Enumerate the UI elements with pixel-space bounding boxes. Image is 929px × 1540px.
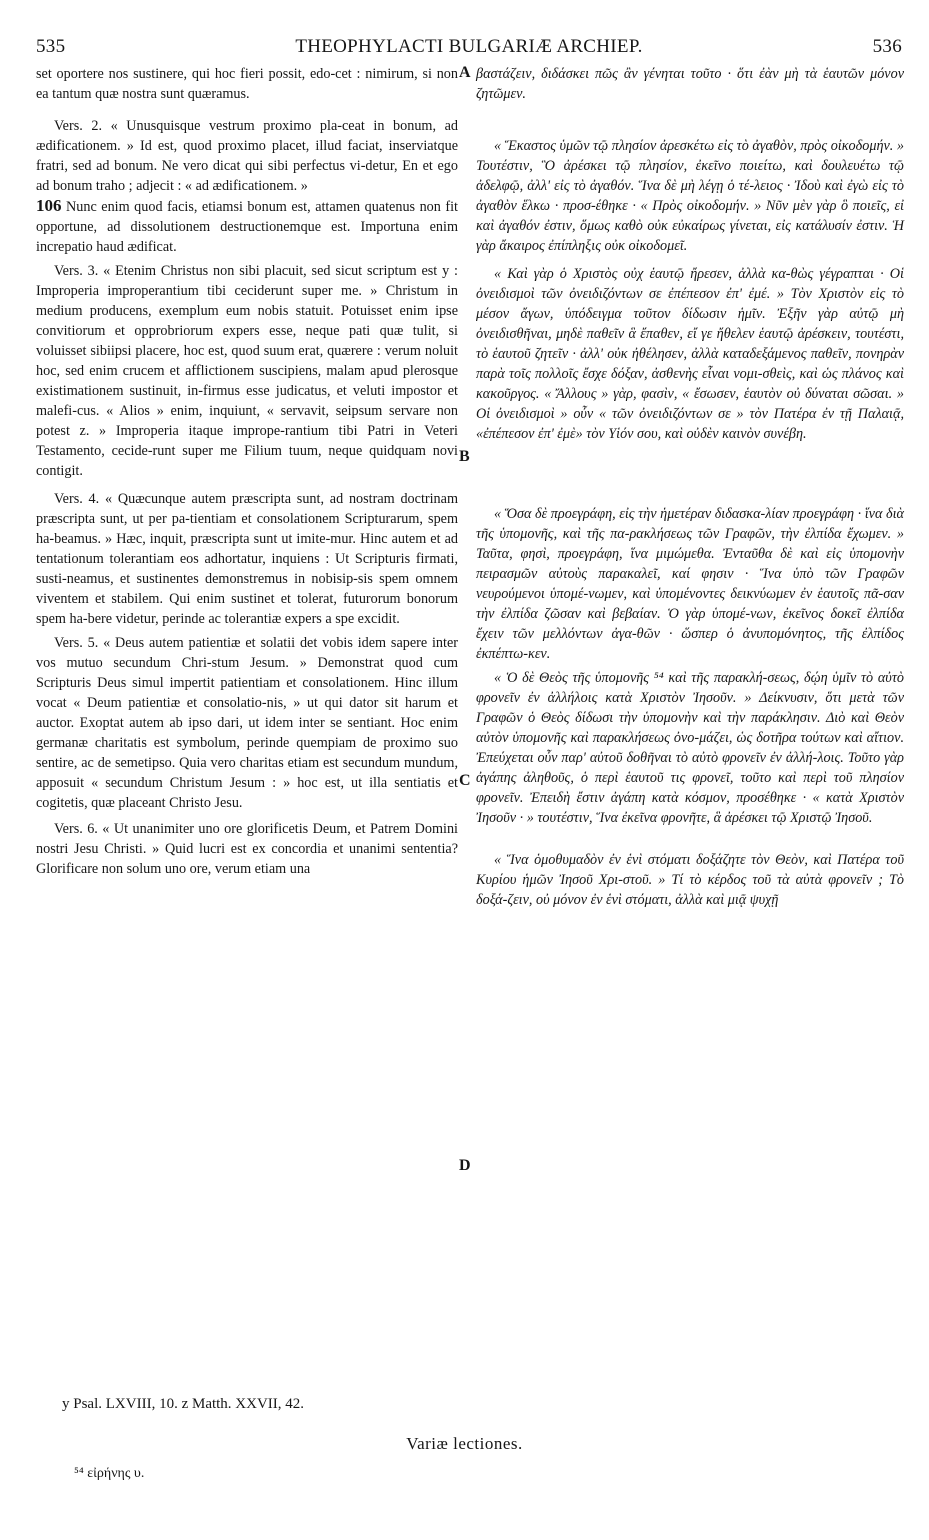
greek-paragraph-4: « Ὁ δὲ Θεὸς τῆς ὑπομονῆς ⁵⁴ καὶ τῆς παρακλή-σεως, δῴη ὑμῖν τὸ αὐτὸ φρονεῖν ἐν ἀλλήλοις κατὰ Χριστὸν Ἰησοῦν. » Δείκνυσιν, ὅτι μετὰ τῶν Γραφῶν ὁ Θεὸς δίδωσι τὴν ὑπομονὴν καὶ τὴν παράκλησιν. Διὸ καὶ Θεὸν αὐτὸν ὑπομονῆς καὶ παρακλήσεως ὀνο-μάζει, ὡς δοτῆρα τούτων καὶ αἴτιον. Ἐπεύχεται οὖν παρ' αὐτοῦ δοθῆναι τὸ αὐτὸ φρονεῖν ἐν ἀλλή-λοις. Τοῦτο γὰρ ἀγάπης ἀληθοῦς, ὁ περὶ ἑαυτοῦ τις φρονεῖ, τοῦτο καὶ περὶ τοῦ πλησίον φρονεῖν. Ἐπειδὴ ἔστιν ἀγάπη κατὰ κόσμον, προσέθηκε · « κατὰ Χριστὸν Ἰησοῦν · » τουτέστιν, Ἵνα ἐκεῖνα φρονῆτε, ἃ ἀρέσκει τῷ Χριστῷ Ἰησοῦ. [476, 670, 904, 826]
running-header [36, 36, 902, 60]
margin-mark-b: B [459, 448, 470, 465]
greek-paragraph-3: « Ὅσα δὲ προεγράφη, εἰς τὴν ἡμετέραν διδασκα-λίαν προεγράφη · ἵνα διὰ τῆς ὑπομονῆς, καὶ τῆς πα-ρακλήσεως τῶν Γραφῶν, τὴν ἐλπίδα ἔχωμεν. » Ταῦτα, φησὶ, προεγράφη, ἵνα μιμώμεθα. Ἐνταῦθα δὲ καὶ εἰς ὑπομονὴν πειρασμῶν αὐτοὺς παρακαλεῖ, καί φησιν · Ἵνα ὑπὸ τῶν Γραφῶν νευρούμενοι ὑπομέ-νωμεν, καὶ ὑπομένοντες δεικνύωμεν ἐν ἑαυτοῖς πᾶ-σαν τὴν ἐλπίδα ζῶσαν καὶ βεβαίαν. Ὁ γὰρ ὑπομέ-νων, ἐκεῖνος δοκεῖ ἐλπίδα ἔχειν τῶν μελλόντων ἀγα-θῶν · ὥσπερ ὁ ἀνυπομόνητος, τῆς ἐλπίδος ἐκπέπτω-κεν. [476, 506, 904, 662]
greek-paragraph-5: « Ἵνα ὁμοθυμαδὸν ἐν ἑνὶ στόματι δοξάζητε τὸν Θεὸν, καὶ Πατέρα τοῦ Κυρίου ἡμῶν Ἰησοῦ Χρι-στοῦ. » Τί τὸ κέρδος τοῦ τὰ αὐτὰ φρονεῖν ; Τὸ δοξά-ζειν, οὐ μόνον ἐν ἑνὶ στόματι, ἀλλὰ καὶ μιᾷ ψυχῇ [476, 852, 904, 908]
latin-paragraph-1: Vers. 2. « Unusquisque vestrum proximo pla-ceat in bonum, ad ædificationem. » Id est, quod proximo placet, illud faciat, inserviatque fratri, sed ad bonum. Ne vero dicat qui sibi perfectus vi-detur, En et ego ad bonum traho ; adjecit : « ad ædificationem. » [36, 118, 458, 194]
margin-mark-a: A [459, 64, 471, 81]
margin-mark-c: C [459, 772, 471, 789]
greek-paragraph-2: « Καὶ γὰρ ὁ Χριστὸς οὐχ ἑαυτῷ ἤρεσεν, ἀλλὰ κα-θὼς γέγραπται · Οἱ ὀνειδισμοὶ τῶν ὀνειδιζόντων σε ἐπέπεσον ἐπ' ἐμέ. » Τὸν Χριστὸν εἰς τὸ μέσον ἄγων, ὑπόδειγμα τοῦτον δίδωσιν ἡμῖν. Ἐξῆν γὰρ αὐτῷ μὴ ὀνειδισθῆναι, μηδὲ παθεῖν ἃ ἔπαθεν, εἴ γε ἤθελεν ἑαυτῷ ἀρέσκειν, τουτέστι, τὸ ἑαυτοῦ ζητεῖν · ἀλλ' οὐκ ἠθέλησεν, ἀλλὰ καταδεξάμενος παθεῖν, πονηρὰν παρὰ τοῖς πολλοῖς ἔσχε δόξαν, ἀσθενὴς εἶναι νομι-σθεὶς, καὶ ὡς πλάνος καὶ κακοῦργος. « Ἄλλους » γὰρ, φασὶν, « ἔσωσεν, ἑαυτὸν οὐ δύναται σῶσαι. » Οἱ ὀνειδισμοὶ » οὖν « τῶν ὀνειδιζόντων σε » τὸν Πατέρα ἐν τῇ Παλαιᾷ, «ἐπέπεσον ἐπ' ἐμὲ» τὸν Υἱόν σου, καὶ οὐδὲν καινὸν συνέβη. [476, 266, 904, 442]
variae-lectiones-note: ⁵⁴ εἰρήνης υ. [74, 1466, 145, 1481]
greek-paragraph-0: βαστάζειν, διδάσκει πῶς ἂν γένηται τοῦτο · ὅτι ἐὰν μὴ τὰ ἑαυτῶν μόνον ζητῶμεν. [476, 66, 904, 102]
right-page-number: 536 [872, 36, 902, 57]
column-number: 106 [36, 196, 62, 215]
left-page-number: 535 [36, 36, 66, 57]
latin-paragraph-4: Vers. 4. « Quæcunque autem præscripta sunt, ad nostram doctrinam præscripta sunt, ut per pa-tientiam et consolationem Scripturarum, spem ha-beamus. » Hæc, inquit, præscripta sunt ut imite-mur. Hinc autem et ad tentationum tolerantiam eos adhortatur, inquiens : Ut Scripturis firmati, susti-neamus, et sustinentes demonstremus in nobisip-sis spem omnem viventem et stabilem. Qui enim sustinet et tolerat, futurorum bonorum spem ha-bere videtur, perinde ac tolerantiæ expers a spe excidit. [36, 491, 458, 627]
latin-column [36, 64, 458, 879]
latin-paragraph-0: set oportere nos sustinere, qui hoc fieri possit, edo-cet : nimirum, si non ea tantum quæ nostra sunt quæramus. [36, 66, 458, 102]
margin-mark-d: D [459, 1157, 471, 1174]
scripture-footnotes: y Psal. LXVIII, 10. z Matth. XXVII, 42. [62, 1396, 305, 1412]
latin-paragraph-2-text: Nunc enim quod facis, etiamsi bonum est, attamen quatenus non fit opportune, ad dissolutionem destructionemque est. Importuna enim increpatio haud ædificat. [36, 199, 458, 255]
latin-paragraph-3: Vers. 3. « Etenim Christus non sibi placuit, sed sicut scriptum est y : Improperia improperantium tibi ceciderunt super me. » Christum in medium producens, exemplum eum nobis statuit. Potuisset enim ipse convitiorum et opprobriorum expers esse, neque pati quæ tulit, si voluisset sibiipsi placere, hoc est, quod suum erat, quærere : verum noluit hoc, sed enim crucem et afflictionem suscipiens, malam apud plerosque existimationem sustinuit, in-firmus esse judicatus, et veluti impostor et malefi-cus. « Alios » enim, inquiunt, « servavit, seipsum servare non potest z. » Improperia itaque imprope-rantium tibi Patri in Veteri Testamento, cecide-runt super me Filium tuum, neque quidquam novi contigit. [36, 263, 458, 479]
greek-column [476, 64, 904, 910]
running-title: THEOPHYLACTI BULGARIÆ ARCHIEP. [295, 36, 643, 57]
variae-lectiones-title: Variæ lectiones. [406, 1434, 523, 1453]
latin-paragraph-2 [36, 196, 458, 257]
greek-paragraph-1: « Ἕκαστος ὑμῶν τῷ πλησίον ἀρεσκέτω εἰς τὸ ἀγαθὸν, πρὸς οἰκοδομήν. » Τουτέστιν, Ὃ ἀρέσκει τῷ πλησίον, ἐκεῖνο ποιείτω, καὶ δουλευέτω τῷ ἀδελφῷ, ἀλλ' εἰς τὸ ἀγαθόν. Ἵνα δὲ μὴ λέγῃ ὁ τέ-λειος · Ἰδοὺ καὶ ἐγὼ εἰς τὸ ἀγαθὸν ἕλκω · προσ-έθηκε · « Πρὸς οἰκοδομήν. » Νῦν μὲν γὰρ ὃ ποιεῖς, εἰ καὶ ἀγαθόν ἐστιν, ὅμως καθὸ οὐκ εὐκαίρως γίνεται, εἰς κατάλυσίν ἐστιν. Ἡ γὰρ ἄκαιρος ἐπίπληξις οὐκ οἰκοδομεῖ. [476, 138, 904, 254]
latin-paragraph-5: Vers. 5. « Deus autem patientiæ et solatii det vobis idem sapere inter vos mutuo secundum Chri-stum Jesum. » Demonstrat quod cum Scripturis Deus simul impertit patientiam et consolationem. Hinc illum vocat « Deum patientiæ et consolatio-nis, » ut qui dator sit harum et auctor. Exoptat autem ab ipso dari, ut idem inter se sentiant. Hoc enim germanæ charitatis est symbolum, perinde quempiam de proximo suo sentire, ac de semetipso. Quia vero charitas etiam est secundum mundum, apposuit « secundum Christum Jesum : » hoc est, ut illa sentiatis et cogitetis, quæ placeant Christo Jesu. [36, 635, 458, 811]
latin-paragraph-6: Vers. 6. « Ut unanimiter uno ore glorificetis Deum, et Patrem Domini nostri Jesu Christi. » Quid lucri est ex concordia et unanimi sententia? Glorificare non solum uno ore, verum etiam una [36, 821, 458, 877]
